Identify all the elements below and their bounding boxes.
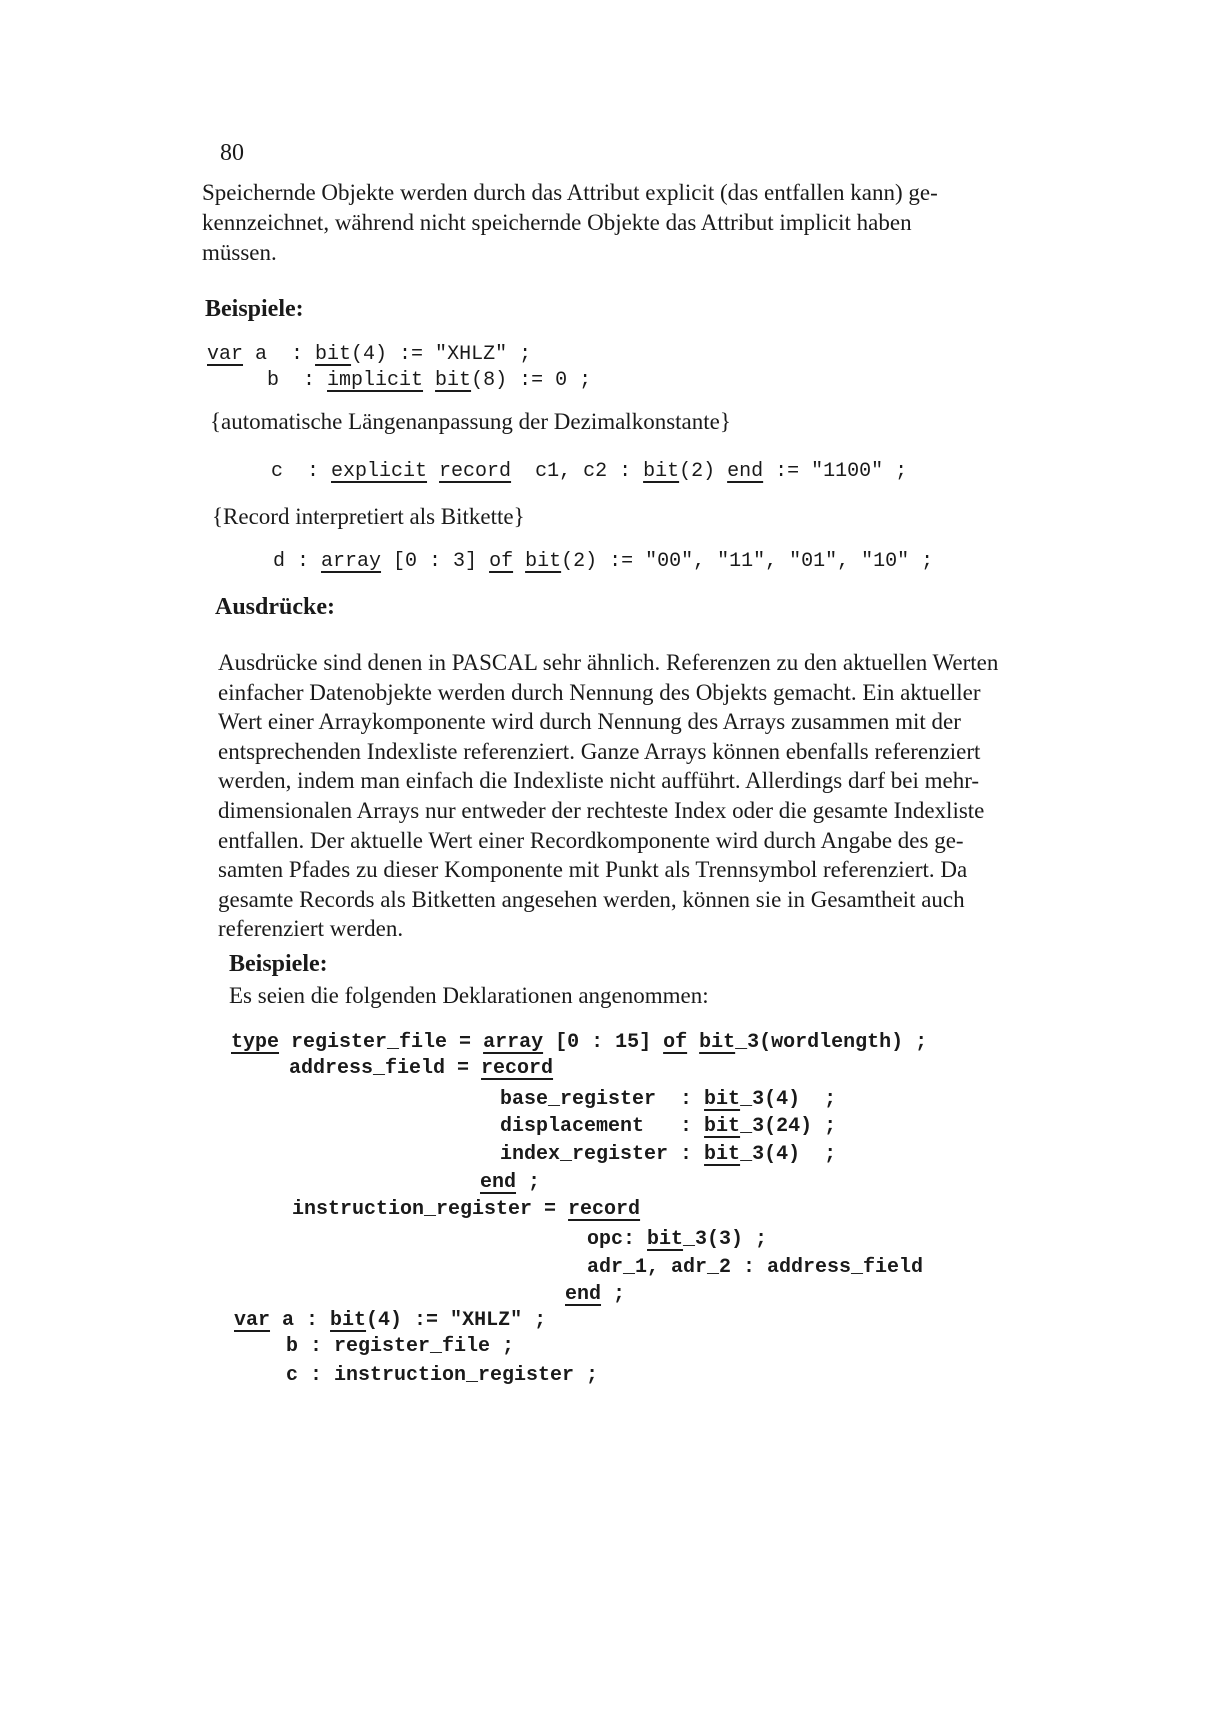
code-text: _3(4) ; (740, 1088, 837, 1111)
code-line (500, 1115, 836, 1138)
expressions-line: samten Pfades zu dieser Komponente mit Punkt als Trennsymbol referenziert. Da (218, 857, 968, 883)
page-number: 80 (220, 140, 244, 166)
code-text: instruction_register = (292, 1198, 569, 1221)
code-text: (2) := "00", "11", "01", "10" ; (561, 550, 934, 573)
code-text: adr_1, adr_2 : address_field (587, 1256, 924, 1279)
expressions-line: entsprechenden Indexliste referenziert. Ganze Arrays können ebenfalls referenziert (218, 738, 981, 764)
expressions-line: Ausdrücke sind denen in PASCAL sehr ähnlich. Referenzen zu den aktuellen Werten (218, 650, 999, 675)
code-text: ; (516, 1171, 541, 1194)
expressions-line: entfallen. Der aktuelle Wert einer Recordkomponente wird durch Angabe des ge- (218, 827, 964, 853)
code-text: b : (267, 369, 328, 392)
keyword: of (489, 550, 514, 573)
keyword: bit (704, 1115, 741, 1138)
intro-line: Speichernde Objekte werden durch das Attribut explicit (das entfallen kann) ge- (202, 180, 938, 205)
code-line (234, 1309, 546, 1332)
code-line (587, 1228, 767, 1251)
code-line (587, 1256, 923, 1279)
code-text: _3(24) ; (740, 1115, 837, 1138)
code-text: _3(4) ; (740, 1143, 837, 1166)
code-text: c1, c2 : (511, 460, 644, 483)
keyword: bit (330, 1309, 367, 1332)
code-line (231, 1031, 927, 1054)
code-text: (2) (679, 460, 728, 483)
code-line (286, 1364, 598, 1387)
code-line (267, 369, 591, 392)
code-text: d : (273, 550, 322, 573)
code-text: address_field = (289, 1057, 482, 1080)
intro-line: müssen. (202, 240, 277, 265)
expressions-line: werden, indem man einfach die Indexliste nicht aufführt. Allerdings darf bei mehr- (218, 768, 980, 794)
code-text: displacement : (500, 1115, 705, 1138)
intro-paragraph (202, 178, 938, 268)
code-line (286, 1335, 514, 1358)
code-text: register_file = (279, 1031, 484, 1054)
code-text: (4) := "XHLZ" ; (351, 343, 532, 366)
code-text (687, 1031, 699, 1054)
keyword: bit (704, 1088, 741, 1111)
keyword: bit (643, 460, 680, 483)
code-line (480, 1171, 540, 1194)
code-text: opc: (587, 1228, 648, 1251)
code-text: a : (243, 343, 316, 366)
code-text: _3(3) ; (683, 1228, 768, 1251)
keyword: bit (699, 1031, 736, 1054)
code-text (423, 369, 435, 392)
code-text: a : (270, 1309, 331, 1332)
code-text: base_register : (500, 1088, 705, 1111)
code-line (207, 343, 531, 366)
code-text: (4) := "XHLZ" ; (366, 1309, 547, 1332)
note-text: {Record interpretiert als Bitkette} (212, 504, 525, 529)
keyword: bit (704, 1143, 741, 1166)
code-text: _3(wordlength) ; (735, 1031, 928, 1054)
expressions-line: Wert einer Arraykomponente wird durch Nennung des Arrays zusammen mit der (218, 709, 961, 735)
intro-line: kennzeichnet, während nicht speichernde Objekte das Attribut implicit haben (202, 210, 912, 235)
expressions-line: gesamte Records als Bitketten angesehen werden, können sie in Gesamtheit auch (218, 886, 965, 912)
code-text: ; (601, 1283, 626, 1306)
keyword: var (207, 343, 244, 366)
expressions-line: einfacher Datenobjekte werden durch Nennung des Objekts gemacht. Ein aktueller (218, 679, 981, 705)
keyword: end (565, 1283, 602, 1306)
code-text: [0 : 3] (381, 550, 490, 573)
keyword: end (480, 1171, 517, 1194)
code-text: index_register : (500, 1143, 705, 1166)
keyword: end (727, 460, 764, 483)
code-line (273, 550, 933, 573)
keyword: type (231, 1031, 280, 1054)
code-line (500, 1143, 836, 1166)
code-text: b : register_file ; (286, 1335, 515, 1358)
keyword: record (481, 1057, 554, 1080)
keyword: bit (315, 343, 352, 366)
examples-heading-1: Beispiele: (205, 296, 304, 322)
code-line (289, 1057, 553, 1080)
keyword: array (321, 550, 382, 573)
code-text: (8) := 0 ; (471, 369, 592, 392)
code-text: c : instruction_register ; (286, 1364, 599, 1387)
code-text (427, 460, 439, 483)
keyword: array (483, 1031, 544, 1054)
code-line (500, 1088, 836, 1111)
expressions-heading: Ausdrücke: (215, 594, 336, 620)
expressions-paragraph (218, 648, 998, 944)
keyword: explicit (331, 460, 428, 483)
code-text: c : (271, 460, 332, 483)
examples-heading-2: Beispiele: (229, 951, 328, 977)
code-line (292, 1198, 640, 1221)
expressions-line: dimensionalen Arrays nur entweder der rechteste Index oder die gesamte Indexliste (218, 797, 985, 823)
code-text (513, 550, 525, 573)
keyword: implicit (327, 369, 424, 392)
keyword: bit (647, 1228, 684, 1251)
code-line (271, 460, 907, 483)
keyword: record (568, 1198, 641, 1221)
keyword: bit (525, 550, 562, 573)
note-text: {automatische Längenanpassung der Dezimalkonstante} (210, 409, 731, 434)
code-line (565, 1283, 625, 1306)
keyword: bit (435, 369, 472, 392)
examples-intro: Es seien die folgenden Deklarationen angenommen: (229, 983, 709, 1008)
code-text: := "1100" ; (763, 460, 908, 483)
keyword: of (663, 1031, 688, 1054)
keyword: var (234, 1309, 271, 1332)
code-text: [0 : 15] (543, 1031, 664, 1054)
expressions-line: referenziert werden. (218, 916, 404, 942)
keyword: record (439, 460, 512, 483)
